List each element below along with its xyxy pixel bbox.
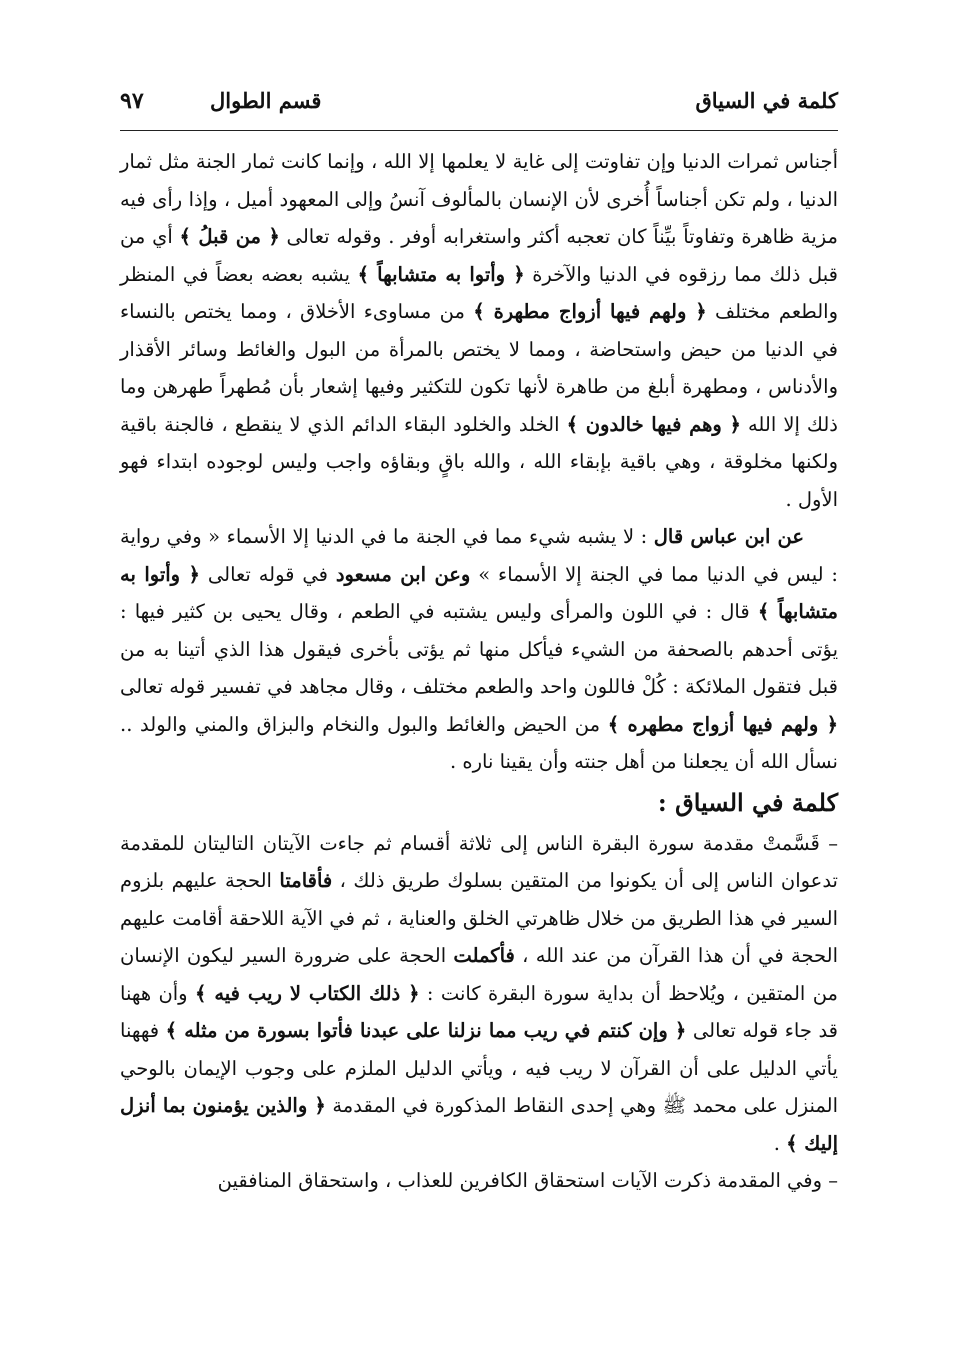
section-heading: كلمة في السياق :: [657, 787, 838, 817]
header-rule: [120, 130, 838, 131]
emphasis: فأكملت: [453, 944, 515, 967]
narrator-name: وعن ابن مسعود: [335, 562, 471, 586]
text-run: أي من قبل ذلك مما رزقوه في الدنيا والآخرة: [120, 225, 838, 286]
page-header: [120, 88, 838, 128]
body-text: [120, 143, 838, 1200]
quran-quote: ﴿ من قبلُ ﴾: [179, 225, 280, 248]
text-run: من مساوىء الأخلاق ، ومما يختص بالنساء في الدنيا من حيض واستحاضة ، ومما لا يختص بالمرأة من البول والغائط وسائر الأقذار والأدناس ، ومطهرة أبلغ من طاهرة لأنها تكون للتكثير وفيها إشعار بأن مُطهراً طهرهن وما ذلك إلا الله: [120, 300, 838, 436]
text-run: في قوله تعالى: [200, 562, 336, 586]
emphasis: فأقامتا: [279, 869, 333, 892]
paragraph-4: – وفي المقدمة ذكرت الآيات استحقاق الكافرين للعذاب ، واستحقاق المنافقين: [217, 1169, 838, 1192]
quran-quote: ﴿ ذلك الكتاب لا ريب فيه ﴾: [194, 981, 420, 1005]
text-run: الحجة على ضرورة السير ليكون الإنسان من المتقين ، ويُلاحظ أن بداية سورة البقرة كانت :: [120, 944, 838, 1005]
quran-quote: ﴿ والذين يؤمنون بما أنزل إليك ﴾: [120, 1094, 838, 1155]
quran-quote: ﴿ ولهم فيها أزواج مطهرة ﴾: [473, 300, 707, 323]
text-run: من الحيض والغائط والبول والنخام والبزاق والمني والولد .. نسأل الله أن يجعلنا من أهل جنته وأن يقينا ناره .: [120, 712, 838, 773]
quran-quote: ﴿ وإن كنتم في ريب مما نزلنا على عبدنا فأتوا بسورة من مثله ﴾: [165, 1019, 687, 1042]
paragraph-1: [120, 143, 838, 518]
text-run: أجناس ثمرات الدنيا وإن تفاوتت إلى غاية لا يعلمها إلا الله ، وإنما كانت ثمار الجنة مثل ثمار الدنيا ، ولم تكن أجناساً أُخرى لأن الإنسان بالمألوف آنسُ وإلى المعهود أميل ، وإذا رأى فيه مزية ظاهرة وتفاوتاً بيِّناً كان تعجبه أكثر واستغرابه أوفر . وقوله تعالى: [120, 150, 839, 248]
part-title: قسم الطوال: [210, 88, 322, 113]
quran-quote: ﴿ وأتوا به متشابهاً ﴾: [120, 562, 838, 623]
text-run: .: [773, 1131, 787, 1155]
text-run: وأن ههنا قد جاء قوله تعالى: [120, 981, 838, 1042]
text-run: فههنا يأتي الدليل على أن القرآن لا ريب فيه ، ويأتي الدليل الملزم على وجوب الإيمان بالوحي المنزل على محمد ﷺ وهي إحدى النقاط المذكورة في المقدمة: [120, 1019, 838, 1117]
text-run: الحجة عليهم بلزوم السير في هذا الطريق من خلال ظاهرتي الخلق والعناية ، ثم في الآية اللاحقة أقامت عليهم الحجة في أن هذا القرآن من عند الله ،: [120, 869, 838, 967]
text-run: : لا يشبه شيء مما في الجنة ما في الدنيا إلا الأسماء « وفي رواية : ليس في الدنيا مما في الجنة إلا الأسماء »: [120, 525, 838, 586]
text-run: يشبه بعضه بعضاً في المنظر والطعم مختلف: [120, 262, 839, 323]
quran-quote: ﴿ وأتوا به متشابهاً ﴾: [357, 262, 525, 286]
text-run: الخلد والخلود البقاء الدائم الذي لا ينقطع ، فالجنة باقية ولكنها مخلوقة ، وهي باقية بإبقاء الله ، والله باقٍ وبقاؤه واجب وليس لوجوده ابتداء فهو الأول .: [120, 412, 838, 511]
text-run: قال : في اللون والمرأى وليس يشتبه في الطعم ، وقال يحيى بن كثير فيها : يؤتى أحدهم بالصحفة من الشيء فيأكل منها ثم يؤتى بأخرى فيقول هذا الذي أتينا به من قبل فتقول الملائكة : كُلْ فاللون واحد والطعم مختلف ، وقال مجاهد في تفسير قوله تعالى: [120, 600, 838, 698]
quran-quote: ﴿ ولهم فيها أزواج مطهره ﴾: [607, 712, 838, 736]
paragraph-2: [120, 518, 838, 781]
narrator-name: عن ابن عباس قال: [653, 525, 804, 548]
paragraph-3: [120, 825, 838, 1163]
quran-quote: ﴿ وهم فيها خالدون ﴾: [566, 412, 741, 436]
running-title: كلمة في السياق: [695, 88, 838, 113]
page-number: ٩٧: [120, 88, 144, 114]
text-run: – قَسَّمتْ مقدمة سورة البقرة الناس إلى ثلاثة أقسام ثم جاءت الآيتان التاليتان للمقدمة تدعوان الناس إلى أن يكونوا من المتقين بسلوك طريق ذلك ،: [120, 831, 838, 892]
